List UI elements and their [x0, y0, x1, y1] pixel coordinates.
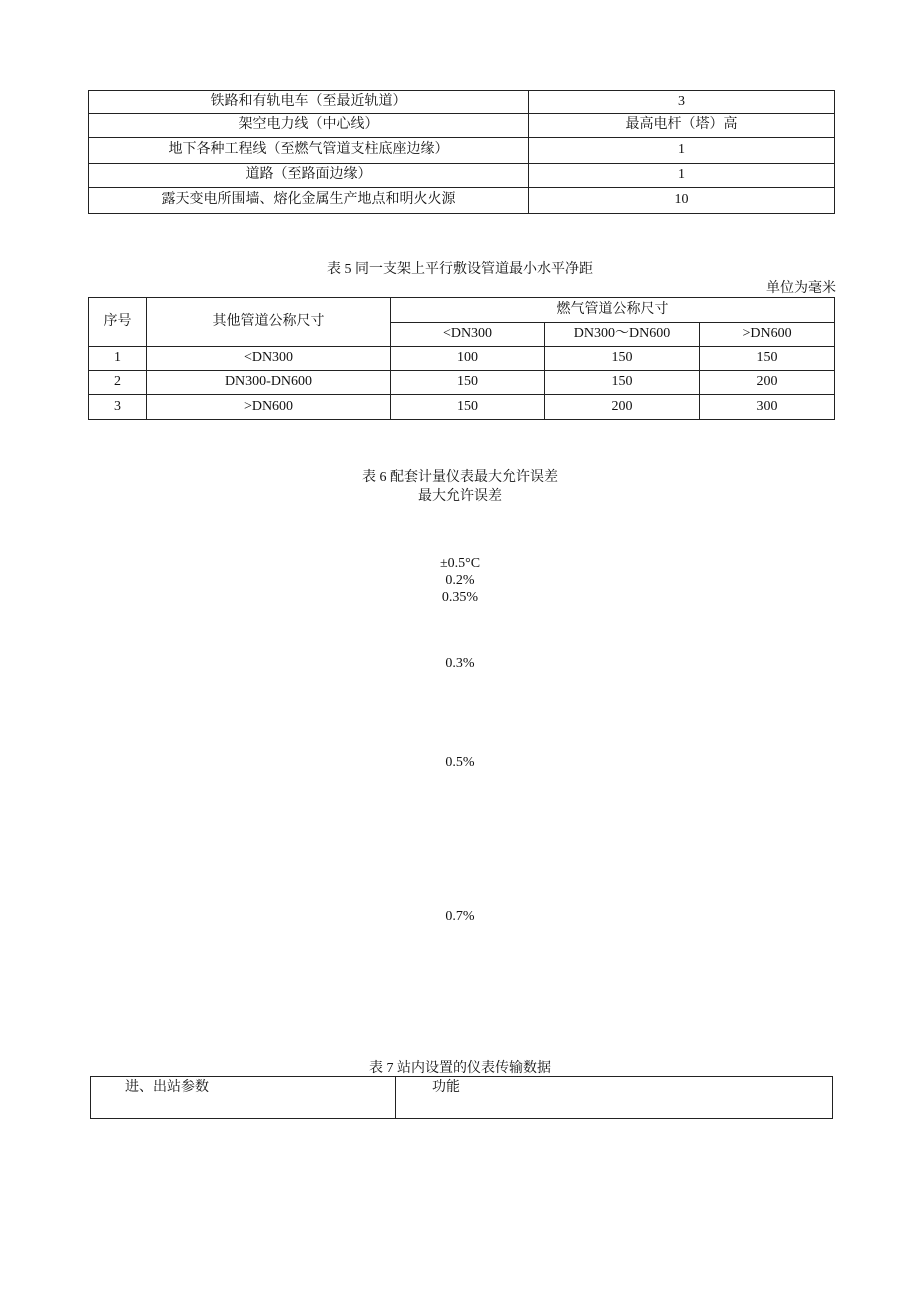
- error-value: 0.35%: [441, 590, 479, 605]
- table-cell: 3: [89, 395, 147, 420]
- table-cell: 2: [89, 371, 147, 395]
- table-header-row: [89, 298, 835, 323]
- table-cell: 地下各种工程线（至燃气管道支柱底座边缘）: [89, 138, 529, 164]
- table-cell: 100: [391, 347, 545, 371]
- header-seq: 序号: [89, 298, 147, 347]
- table-row: [89, 138, 835, 164]
- table-cell: <DN300: [147, 347, 391, 371]
- table6-caption: 表 6 配套计量仪表最大允许误差: [362, 470, 558, 485]
- table-row: [89, 91, 835, 114]
- error-value: 0.5%: [445, 755, 475, 770]
- header-params: 进、出站参数: [91, 1077, 396, 1119]
- table-row: [89, 114, 835, 138]
- table-cell: 1: [529, 164, 835, 188]
- table-cell: 150: [391, 371, 545, 395]
- header-sub: >DN600: [700, 323, 835, 347]
- header-sub: <DN300: [391, 323, 545, 347]
- header-sub: DN300～DN600: [545, 323, 700, 347]
- table-row: [89, 395, 835, 420]
- table-row: [89, 371, 835, 395]
- table-cell: 1: [529, 138, 835, 164]
- error-value: 0.2%: [445, 573, 475, 588]
- table-cell: 150: [391, 395, 545, 420]
- table-cell: 150: [545, 347, 700, 371]
- error-value: ±0.5°C: [439, 556, 481, 571]
- clearance-table: [88, 297, 835, 420]
- table-cell: 1: [89, 347, 147, 371]
- error-value: 0.7%: [445, 909, 475, 924]
- table-row: [89, 347, 835, 371]
- table7-caption: 表 7 站内设置的仪表传输数据: [369, 1061, 551, 1076]
- header-gas-size: 燃气管道公称尺寸: [391, 298, 835, 323]
- table5-caption: 表 5 同一支架上平行敷设管道最小水平净距: [327, 262, 593, 277]
- table-cell: 150: [700, 347, 835, 371]
- table6-header: 最大允许误差: [418, 489, 502, 504]
- table-cell: 架空电力线（中心线）: [89, 114, 529, 138]
- table-cell: 露天变电所围墙、熔化金属生产地点和明火火源: [89, 188, 529, 214]
- transmission-table: [90, 1076, 833, 1119]
- table-cell: DN300-DN600: [147, 371, 391, 395]
- table-header-row: [91, 1077, 833, 1119]
- table-cell: 150: [545, 371, 700, 395]
- table-cell: 10: [529, 188, 835, 214]
- table-cell: 200: [700, 371, 835, 395]
- header-other-size: 其他管道公称尺寸: [147, 298, 391, 347]
- header-function: 功能: [396, 1077, 833, 1119]
- table-cell: 道路（至路面边缘）: [89, 164, 529, 188]
- distance-table: [88, 90, 835, 214]
- error-value: 0.3%: [445, 656, 475, 671]
- table-cell: 最高电杆（塔）高: [529, 114, 835, 138]
- table-row: [89, 188, 835, 214]
- table-cell: 300: [700, 395, 835, 420]
- table-row: [89, 164, 835, 188]
- table-cell: 200: [545, 395, 700, 420]
- unit-label: 单位为毫米: [766, 281, 836, 296]
- table-cell: 3: [529, 91, 835, 114]
- table-cell: >DN600: [147, 395, 391, 420]
- table-cell: 铁路和有轨电车（至最近轨道）: [89, 91, 529, 114]
